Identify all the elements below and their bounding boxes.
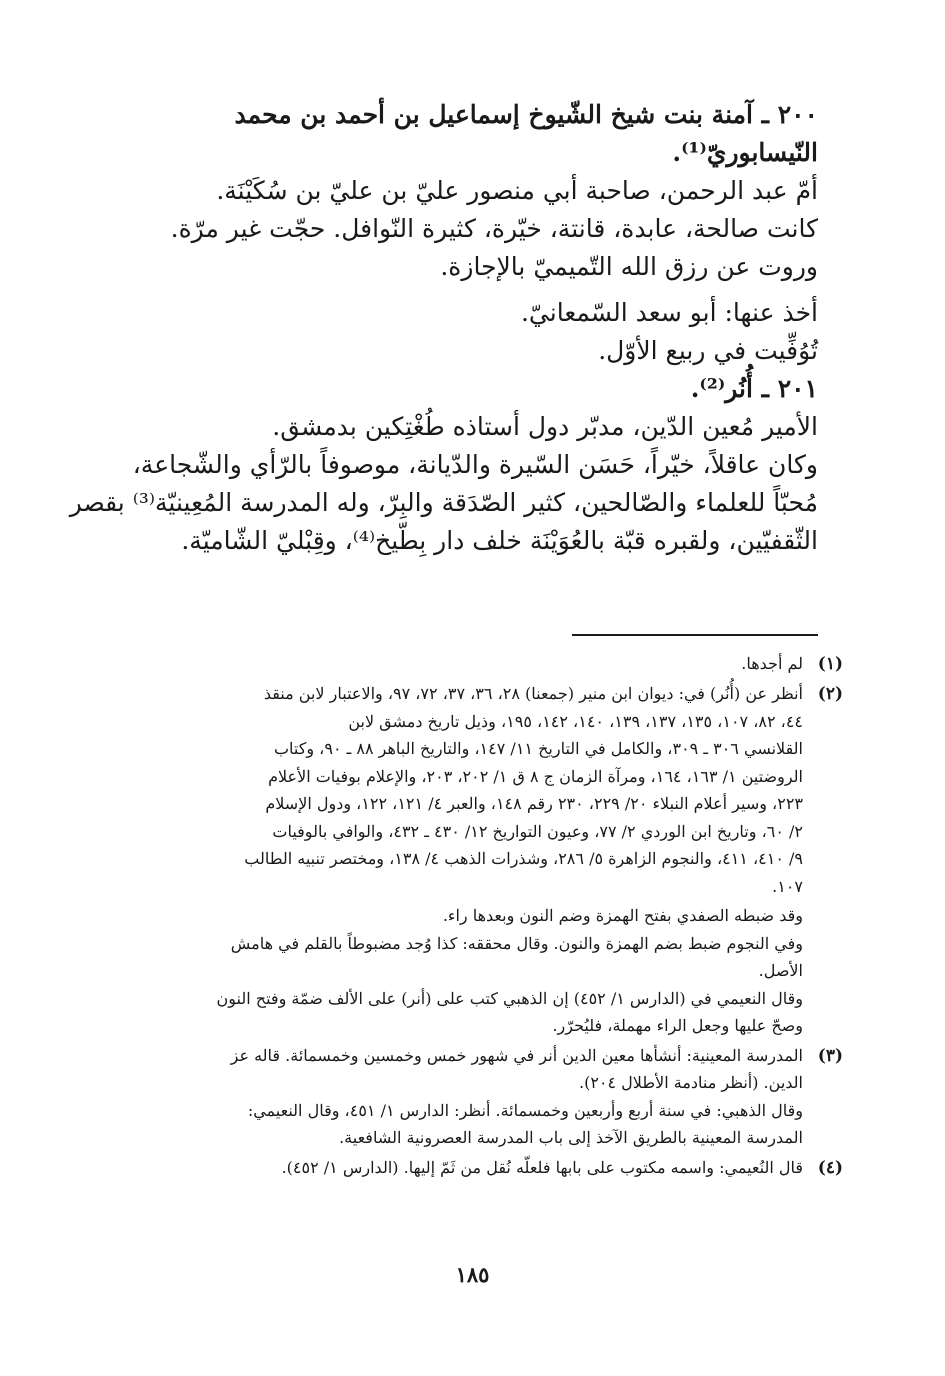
footnote-number: (٢)	[817, 684, 843, 704]
footnote-1	[108, 650, 843, 678]
footnote-number: (١)	[817, 654, 843, 674]
page-number: ١٨٥	[455, 1262, 490, 1287]
footnote-line: لم أجدها.	[741, 654, 803, 673]
footnote-line: ٩/ ٤١٠، ٤١١، والنجوم الزاهرة ٥/ ٢٨٦، وشذرات الذهب ٤/ ١٣٨، ومختصر تنبيه الطالب	[244, 849, 803, 868]
entry-201-line: وكان عاقلاً، خيّراً، حَسَن السّيرة والدّيانة، موصوفاً بالرّأي والشّجاعة،	[132, 450, 818, 479]
entry-201-heading: ٢٠١ ـ أُنُر⁽²⁾.	[690, 374, 818, 403]
footnote-line: المدرسة المعينية: أنشأها معين الدين أنر في شهور خمس وخمسين وخمسمائة. قاله عز	[230, 1045, 803, 1065]
footnote-line: وقال النعيمي في (الدارس ١/ ٤٥٢) إن الذهبي كتب على (أنر) على الألف ضمّة وفتح النون	[216, 988, 803, 1008]
entry-201-line: الثّقفيّين، ولقبره قبّة بالعُوَيْنَة خلف دار بِطّيخ⁽⁴⁾، وقِبْليّ الشّاميّة.	[181, 526, 818, 555]
entry-201-line: الأمير مُعين الدّين، مدبّر دول أستاذه طُغْتِكين بدمشق.	[272, 412, 818, 441]
footnote-number: (٤)	[817, 1157, 843, 1178]
entry-200-line: كانت صالحة، عابدة، قانتة، خيّرة، كثيرة النّوافل. حجّت غير مرّة.	[170, 214, 818, 243]
footnote-separator	[572, 634, 818, 636]
footnote-line: ٢/ ٦٠، وتاريخ ابن الوردي ٢/ ٧٧، وعيون التواريخ ١٢/ ٤٣٠ ـ ٤٣٢، والوافي بالوفيات	[272, 821, 803, 841]
footnotes	[108, 650, 843, 1184]
footnote-line: الروضتين ١/ ١٦٣، ١٦٤، ومرآة الزمان ج ٨ ق ١/ ٢٠٢، ٢٠٣، والإعلام بوفيات الأعلام	[268, 766, 803, 786]
footnote-line: وقد ضبطه الصفدي بفتح الهمزة وضم النون وبعدها راء.	[442, 906, 803, 925]
footnote-number: (٣)	[817, 1045, 843, 1066]
footnote-line: ٢٢٣، وسير أعلام النبلاء ٢٠/ ٢٢٩، ٢٣٠ رقم ١٤٨، والعبر ٤/ ١٢١، ١٢٢، ودول الإسلام	[265, 794, 803, 813]
footnote-line: القلانسي ٣٠٦ ـ ٣٠٩، والكامل في التاريخ ١١/ ١٤٧، والتاريخ الباهر ٨٨ ـ ٩٠، وكتاب	[273, 739, 803, 758]
footnote-line: الدين. (أنظر منادمة الأطلال ٢٠٤).	[578, 1073, 803, 1092]
footnote-line: الأصل.	[758, 961, 803, 980]
footnote-3	[108, 1042, 843, 1152]
entry-201-line: مُحبّاً للعلماء والصّالحين، كثير الصّدَقة والبِرّ، وله المدرسة المُعِينيّة⁽³⁾ بقصر	[69, 488, 818, 517]
entry-200-line: وروت عن رزق الله التّميميّ بالإجازة.	[440, 252, 818, 281]
footnote-line: ٤٤، ٨٢، ١٠٧، ١٣٥، ١٣٧، ١٣٩، ١٤٠، ١٤٢، ١٩٥، وذيل تاريخ دمشق لابن	[348, 711, 803, 731]
footnote-line: ١٠٧.	[772, 876, 803, 896]
footnote-4	[108, 1154, 843, 1182]
footnote-line: وفي النجوم ضبط بضم الهمزة والنون. وقال محققه: كذا وُجد مضبوطاً بالقلم في هامش	[230, 933, 803, 953]
footnote-line: أنظر عن (أُنُر) في: ديوان ابن منير (جمعنا) ٢٨، ٣٦، ٣٧، ٧٢، ٩٧، والاعتبار لابن منقذ	[263, 684, 803, 703]
footnote-2-para	[108, 902, 843, 1040]
footnote-line: وقال الذهبي: في سنة أربع وأربعين وخمسمائة. أنظر: الدارس ١/ ٤٥١، وقال النعيمي:	[247, 1100, 803, 1120]
entry-200-line: أخذ عنها: أبو سعد السّمعانيّ.	[520, 298, 818, 327]
footnote-line: قال النُعيمي: واسمه مكتوب على بابها فلعلّه نُقل من ثَمّ إليها. (الدارس ١/ ٤٥٢).	[281, 1157, 803, 1177]
footnote-line: المدرسة المعينية بالطريق الآخذ إلى باب المدرسة العصرونية الشافعية.	[339, 1128, 803, 1147]
footnote-2	[108, 680, 843, 900]
entry-200-line: أمّ عبد الرحمن، صاحبة أبي منصور عليّ بن عليّ بن سُكَيْنَة.	[216, 176, 818, 205]
entry-200-line: تُوُفِّيت في ربيع الأوّل.	[598, 336, 818, 365]
entry-200-heading: ٢٠٠ ـ آمنة بنت شيخ الشّيوخ إسماعيل بن أحمد بن محمد	[234, 100, 818, 129]
main-text	[69, 96, 818, 560]
footnote-line: وصحّ عليها وجعل الراء مهملة، فليُحرّر.	[552, 1016, 803, 1035]
entry-200-heading-cont: النّيسابوريّ⁽¹⁾.	[672, 138, 818, 167]
